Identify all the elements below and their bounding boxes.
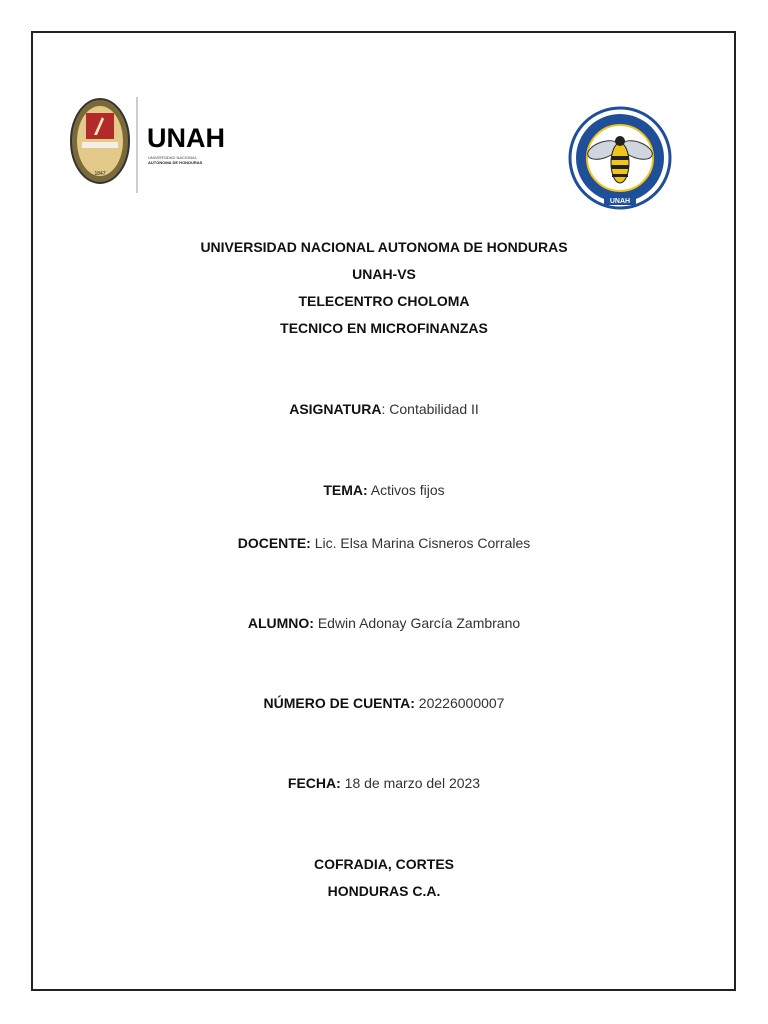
program-name: TECNICO EN MICROFINANZAS <box>280 320 488 336</box>
tema-label: TEMA: <box>323 482 368 498</box>
bee-head <box>615 136 625 146</box>
alumno-field <box>0 614 768 632</box>
asignatura-field <box>0 400 768 418</box>
location-country: HONDURAS C.A. <box>327 883 441 899</box>
asignatura-label: ASIGNATURA <box>289 401 382 417</box>
asignatura-value: : Contabilidad II <box>381 401 479 417</box>
fecha-value: 18 de marzo del 2023 <box>340 775 481 791</box>
numero-cuenta-field <box>0 694 768 712</box>
bee-stripe <box>611 165 629 169</box>
faculty-seal <box>568 96 672 220</box>
telecentro-name: TELECENTRO CHOLOMA <box>298 293 470 309</box>
fecha-field <box>0 774 768 792</box>
bee-stripe <box>611 156 629 160</box>
alumno-value: Edwin Adonay García Zambrano <box>313 615 521 631</box>
docente-label: DOCENTE: <box>237 535 311 551</box>
numero-cuenta-value: 20226000007 <box>414 695 505 711</box>
campus-name: UNAH-VS <box>352 266 416 282</box>
university-name: UNIVERSIDAD NACIONAL AUTONOMA DE HONDURAS <box>200 239 568 255</box>
unah-seal-year: 1847 <box>94 171 106 177</box>
docente-field <box>0 534 768 552</box>
unah-logo <box>68 95 228 195</box>
location-city: COFRADIA, CORTES <box>314 856 454 872</box>
docente-value: Lic. Elsa Marina Cisneros Corrales <box>310 535 531 551</box>
faculty-seal-label: UNAH <box>609 198 631 205</box>
unah-seal-band <box>82 142 118 148</box>
bee-stripe <box>612 174 628 177</box>
unah-wordmark: UNAH <box>147 123 225 153</box>
tema-value: Activos fijos <box>367 482 445 498</box>
tema-field <box>0 481 768 499</box>
alumno-label: ALUMNO: <box>247 615 314 631</box>
fecha-label: FECHA: <box>287 775 341 791</box>
unah-subtitle-1: UNIVERSIDAD NACIONAL <box>148 155 197 160</box>
numero-cuenta-label: NÚMERO DE CUENTA: <box>263 695 415 711</box>
unah-subtitle-2: AUTÓNOMA DE HONDURAS <box>148 160 203 165</box>
